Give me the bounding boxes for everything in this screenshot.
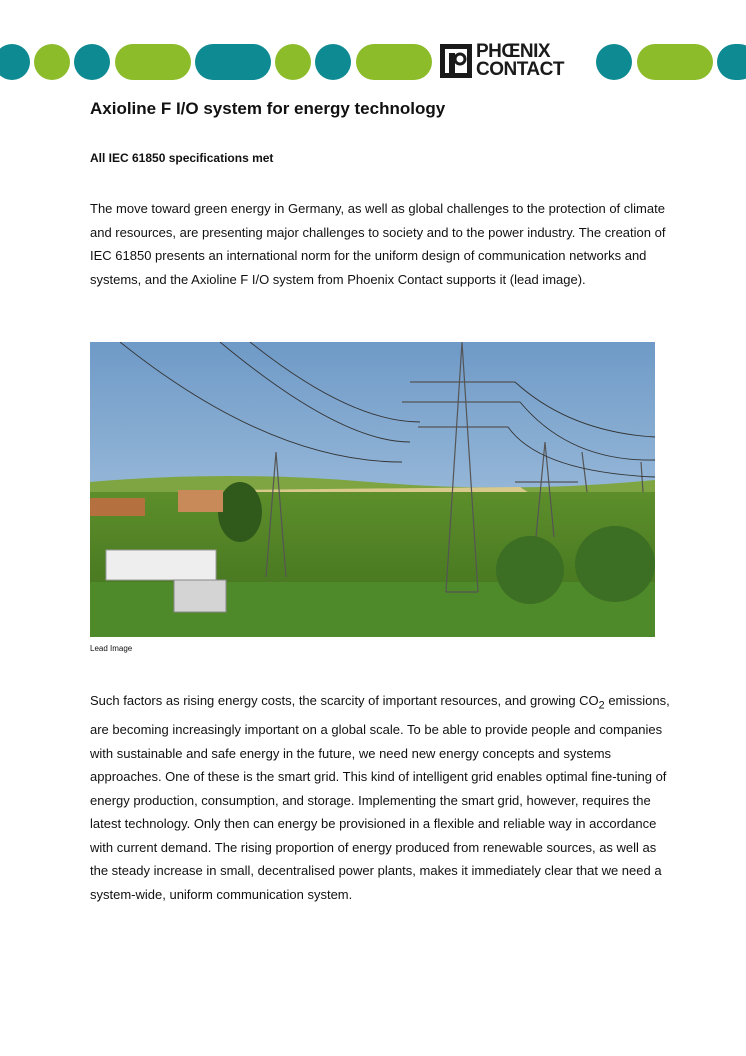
intro-paragraph: The move toward green energy in Germany, as well as global challenges to the protection of climate and resources, are presenting major challenges to society and to the power industry. The creation of IEC 61850 presents an international norm for the uniform design of communication networks and systems, and the Axioline F I/O system from Phoenix Contact supports it (lead image). <box>90 201 666 287</box>
logo-line-2: CONTACT <box>476 59 564 80</box>
banner-pill <box>34 44 70 80</box>
page-title: Axioline F I/O system for energy technology <box>90 99 446 118</box>
banner-pill <box>74 44 110 80</box>
banner-pill <box>115 44 191 80</box>
subscript-2: 2 <box>598 699 605 712</box>
banner-pill <box>195 44 271 80</box>
banner-pill <box>356 44 432 80</box>
brand-banner <box>0 42 746 82</box>
logo-mark-icon <box>440 44 472 78</box>
banner-pill <box>596 44 632 80</box>
banner-pill <box>717 44 746 80</box>
body-paragraph <box>90 689 670 906</box>
banner-pill <box>275 44 311 80</box>
phoenix-contact-logo <box>440 42 590 82</box>
page-subtitle: All IEC 61850 specifications met <box>90 151 274 165</box>
lead-image <box>90 342 655 637</box>
banner-pill <box>637 44 713 80</box>
banner-pill <box>0 44 30 80</box>
logo-line-1: PHŒNIX <box>476 41 551 62</box>
image-caption: Lead Image <box>90 644 133 653</box>
body-text-start: Such factors as rising energy costs, the scarcity of important resources, and growing CO <box>90 693 599 708</box>
body-text-end: emissions, are becoming increasingly important on a global scale. To be able to provide people and companies with sustainable and safe energy in the future, we need new energy concepts and systems approaches. One of these is the smart grid. This kind of intelligent grid enables optimal fine-tuning of energy production, consumption, and storage. Implementing the smart grid, however, requires the latest technology. Only then can energy be provisioned in a flexible and reliable way in accordance with current demand. The rising proportion of energy produced from renewable sources, as well as the steady increase in small, decentralised power plants, makes it immediately clear that we need a system-wide, uniform communication system. <box>90 693 670 902</box>
logo-text <box>476 43 564 79</box>
banner-pill <box>315 44 351 80</box>
